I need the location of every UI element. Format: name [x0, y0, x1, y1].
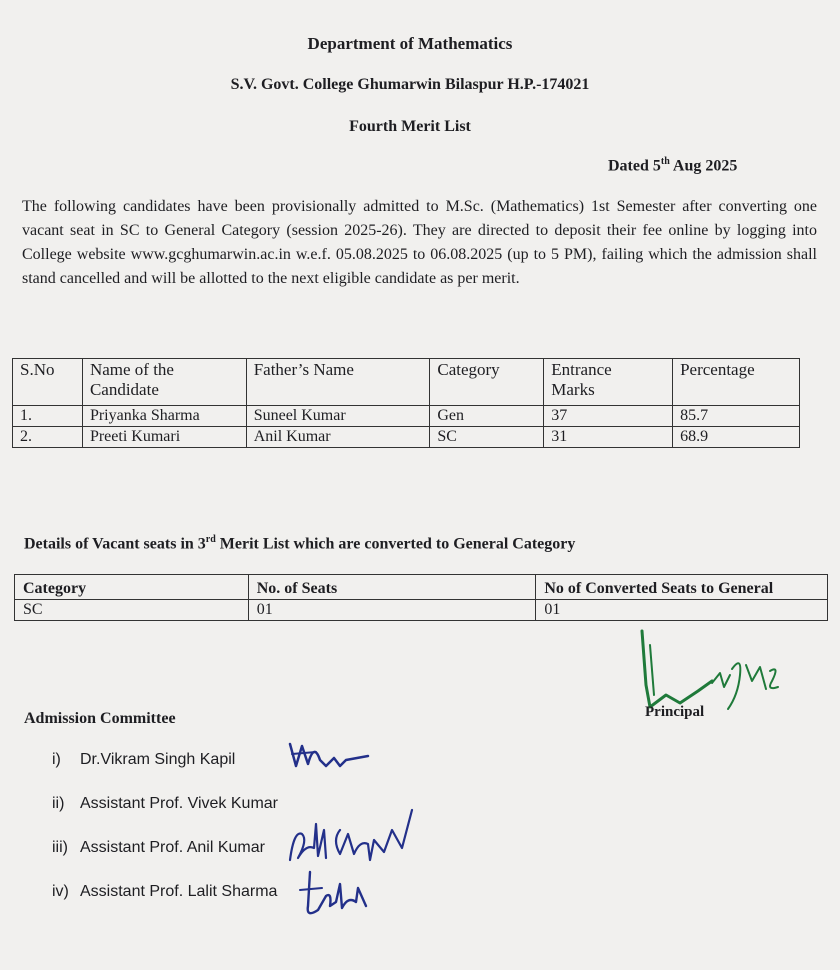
header-sno: S.No	[13, 359, 83, 406]
cell-seats: 01	[248, 600, 536, 621]
department-title: Department of Mathematics	[307, 34, 513, 53]
cell-marks: 37	[544, 406, 673, 427]
header-category: Category	[430, 359, 544, 406]
cell-name: Priyanka Sharma	[82, 406, 246, 427]
intro-paragraph: The following candidates have been provisionally admitted to M.Sc. (Mathematics) 1st Semester after converting one vacant seat in SC to General Category (session 2025-26). They are directed to deposit their fee online by logging into College website www.gcghumarwin.ac.in w.e.f. 05.08.2025 to 06.08.2025 (up to 5 PM), failing which the admission shall stand cancelled and will be allotted to the next eligible candidate as per merit.	[22, 198, 817, 287]
cell-name: Preeti Kumari	[82, 427, 246, 448]
header-marks: Entrance Marks	[544, 359, 673, 406]
header-percentage: Percentage	[673, 359, 800, 406]
cell-category: SC	[430, 427, 544, 448]
date-line: Dated 5th Aug 2025	[608, 156, 738, 175]
cell-father: Anil Kumar	[246, 427, 430, 448]
cell-converted: 01	[536, 600, 828, 621]
committee-member: ii) Assistant Prof. Vivek Kumar	[52, 795, 278, 812]
merit-list-title: Fourth Merit List	[349, 118, 471, 135]
vacant-seats-table	[14, 574, 828, 621]
table-header-row	[15, 575, 828, 600]
committee-member: i) Dr.Vikram Singh Kapil	[52, 751, 236, 768]
table-row	[13, 427, 800, 448]
cell-percentage: 68.9	[673, 427, 800, 448]
header-seats: No. of Seats	[248, 575, 536, 600]
cell-percentage: 85.7	[673, 406, 800, 427]
committee-member: iv) Assistant Prof. Lalit Sharma	[52, 883, 278, 900]
college-address: S.V. Govt. College Ghumarwin Bilaspur H.P.-174021	[230, 76, 590, 93]
cell-sno: 1.	[13, 406, 83, 427]
header-name: Name of the Candidate	[82, 359, 246, 406]
cell-sno: 2.	[13, 427, 83, 448]
cell-category: Gen	[430, 406, 544, 427]
cell-marks: 31	[544, 427, 673, 448]
header-category: Category	[15, 575, 249, 600]
table-row	[15, 600, 828, 621]
candidates-table	[12, 358, 800, 448]
table-header-row	[13, 359, 800, 406]
header-father: Father’s Name	[246, 359, 430, 406]
cell-father: Suneel Kumar	[246, 406, 430, 427]
member-signature	[286, 736, 376, 776]
member-signature	[296, 866, 376, 926]
principal-label: Principal	[645, 704, 705, 720]
table-row	[13, 406, 800, 427]
committee-title: Admission Committee	[24, 710, 176, 727]
header-converted: No of Converted Seats to General	[536, 575, 828, 600]
committee-member: iii) Assistant Prof. Anil Kumar	[52, 839, 265, 856]
cell-category: SC	[15, 600, 249, 621]
vacant-seats-title: Details of Vacant seats in 3rd Merit List which are converted to General Category	[24, 534, 576, 553]
